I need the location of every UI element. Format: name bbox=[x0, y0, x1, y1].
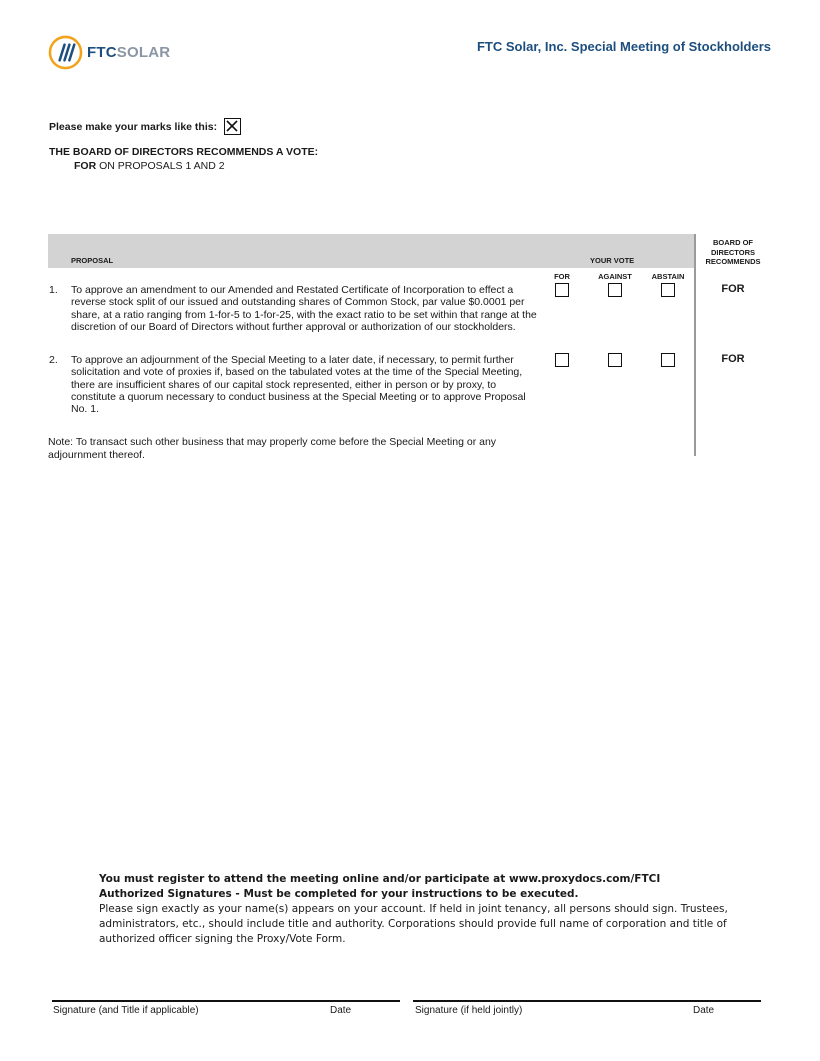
signature-line-2[interactable] bbox=[413, 1000, 761, 1002]
logo-word-ftc: FTC bbox=[87, 44, 117, 61]
signature-2-date-label: Date bbox=[693, 1005, 715, 1016]
board-rest-text: ON PROPOSALS 1 AND 2 bbox=[99, 160, 225, 172]
board-recommends-header: BOARD OF DIRECTORS RECOMMENDS bbox=[705, 238, 761, 266]
page-title: FTC Solar, Inc. Special Meeting of Stockholders bbox=[476, 39, 771, 54]
proposal-1-against-checkbox[interactable] bbox=[608, 283, 622, 297]
marks-label: Please make your marks like this: bbox=[49, 120, 218, 133]
proposal-column-header: PROPOSAL bbox=[71, 256, 114, 265]
register-text: You must register to attend the meeting online and/or participate at www.proxydocs.com/FTCI bbox=[99, 873, 661, 885]
proposal-number: 1. bbox=[49, 284, 58, 296]
other-business-note: Note: To transact such other business that may properly come before the Special Meeting or any adjournment thereof. bbox=[48, 436, 497, 461]
ftc-solar-logo-icon bbox=[48, 35, 83, 70]
authorized-signatures-text: Authorized Signatures - Must be completed for your instructions to be executed. bbox=[99, 888, 579, 900]
board-recommendation-heading: THE BOARD OF DIRECTORS RECOMMENDS A VOTE: bbox=[49, 146, 319, 158]
proposal-text: To approve an adjournment of the Special Meeting to a later date, if necessary, to permit further solicitation and vote of proxies if, based on the tabulated votes at the time of the Special Meeting, there are insufficient shares of our capital stock represented, either in person or by proxy, to constitute a quorum necessary to conduct business at the Special Meeting or to approve Proposal No. 1. bbox=[71, 354, 526, 416]
proposal-1-for-checkbox[interactable] bbox=[555, 283, 569, 297]
signature-line-1[interactable] bbox=[52, 1000, 400, 1002]
proposal-2-for-checkbox[interactable] bbox=[555, 353, 569, 367]
your-vote-column-header: YOUR VOTE bbox=[590, 256, 635, 265]
marks-instruction bbox=[49, 118, 241, 135]
proposal-2-recommendation: FOR bbox=[721, 353, 745, 365]
company-logo bbox=[48, 35, 170, 70]
proposal-1-recommendation: FOR bbox=[721, 283, 745, 295]
table-divider bbox=[694, 234, 696, 456]
proposal-1-abstain-checkbox[interactable] bbox=[661, 283, 675, 297]
proposal-text: To approve an amendment to our Amended and Restated Certificate of Incorporation to effect a reverse stock split of our issued and outstanding shares of Common Stock, par value $0.0001 per share, at a ratio ranging from 1-for-5 to 1-for-25, with the exact ratio to be set within that range at the discretion of our Board of Directors without further approval or authorization of our stockholders. bbox=[71, 284, 537, 333]
signature-2-label: Signature (if held jointly) bbox=[415, 1005, 523, 1016]
signature-instructions bbox=[99, 872, 739, 947]
proposal-2-abstain-checkbox[interactable] bbox=[661, 353, 675, 367]
signature-1-date-label: Date bbox=[330, 1005, 352, 1016]
proposal-2-against-checkbox[interactable] bbox=[608, 353, 622, 367]
example-mark-icon bbox=[224, 118, 241, 135]
logo-word-solar: SOLAR bbox=[116, 44, 171, 61]
logo-wordmark bbox=[87, 44, 170, 61]
proposal-number: 2. bbox=[49, 354, 58, 366]
abstain-column-label: ABSTAIN bbox=[651, 272, 685, 281]
proposal-table-header bbox=[48, 234, 694, 268]
against-column-label: AGAINST bbox=[598, 272, 632, 281]
signing-instructions-text: Please sign exactly as your name(s) appears on your account. If held in joint tenancy, all persons should sign. Trustees, administrators, etc., should include title and authority. Corporations should provide full name of corporation and title of authorized officer signing the Proxy/Vote Form. bbox=[99, 903, 728, 945]
board-for-word: FOR bbox=[74, 160, 97, 172]
board-recommendation-line bbox=[74, 160, 225, 172]
for-column-label: FOR bbox=[554, 272, 570, 281]
signature-1-label: Signature (and Title if applicable) bbox=[53, 1005, 199, 1016]
